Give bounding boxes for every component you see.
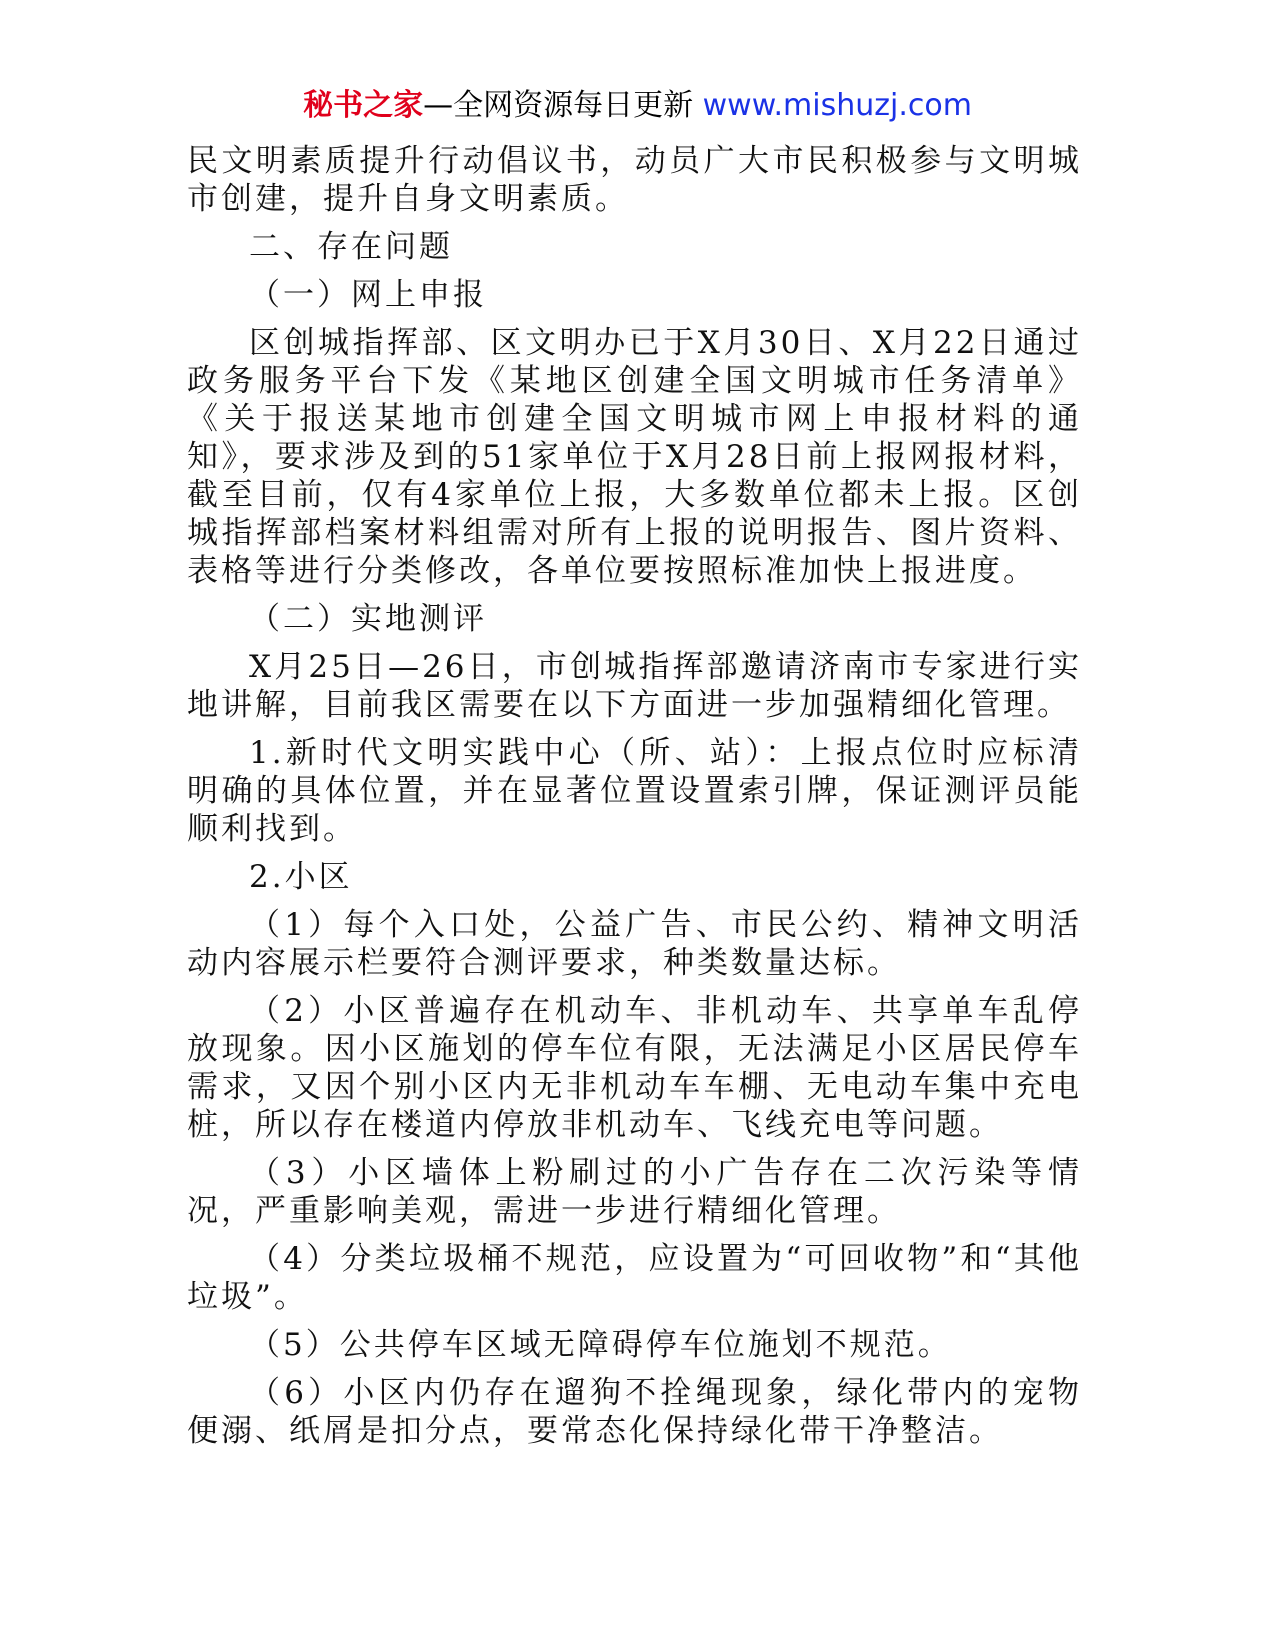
document-body [187, 142, 1082, 1460]
subheading-online-reporting: （一）网上申报 [249, 277, 487, 313]
list-item-community-5: （5）公共停车区域无障碍停车位施划不规范。 [249, 1327, 952, 1363]
list-item-community-1: （1）每个入口处，公益广告、市民公约、精神文明活动内容展示栏要符合测评要求，种类数量达标。 [187, 907, 1082, 981]
paragraph-continuation: 民文明素质提升行动倡议书，动员广大市民积极参与文明城市创建，提升自身文明素质。 [187, 143, 1082, 217]
list-item-community-2: （2）小区普遍存在机动车、非机动车、共享单车乱停放现象。因小区施划的停车位有限，无法满足小区居民停车需求，又因个别小区内无非机动车车棚、无电动车集中充电桩，所以存在楼道内停放非机动车、飞线充电等问题。 [187, 993, 1082, 1143]
subheading-field-evaluation: （二）实地测评 [249, 601, 487, 637]
section-heading-problems: 二、存在问题 [249, 229, 453, 265]
site-header [0, 86, 1275, 126]
list-item-community-3: （3）小区墙体上粉刷过的小广告存在二次污染等情况，严重影响美观，需进一步进行精细化管理。 [187, 1155, 1082, 1229]
site-url-link[interactable]: www.mishuzj.com [702, 88, 972, 123]
header-tagline: —全网资源每日更新 [423, 88, 694, 123]
paragraph-field-evaluation: X月25日—26日，市创城指挥部邀请济南市专家进行实地讲解，目前我区需要在以下方面进一步加强精细化管理。 [187, 649, 1082, 723]
list-item-community-6: （6）小区内仍存在遛狗不拴绳现象，绿化带内的宠物便溺、纸屑是扣分点，要常态化保持绿化带干净整洁。 [187, 1375, 1082, 1449]
list-item-community: 2.小区 [249, 859, 353, 895]
paragraph-online-reporting: 区创城指挥部、区文明办已于X月30日、X月22日通过政务服务平台下发《某地区创建全国文明城市任务清单》《关于报送某地市创建全国文明城市网上申报材料的通知》，要求涉及到的51家单位于X月28日前上报网报材料，截至目前，仅有4家单位上报，大多数单位都未上报。区创城指挥部档案材料组需对所有上报的说明报告、图片资料、表格等进行分类修改，各单位要按照标准加快上报进度。 [187, 325, 1082, 589]
list-item-practice-center: 1.新时代文明实践中心（所、站）：上报点位时应标清明确的具体位置，并在显著位置设置索引牌，保证测评员能顺利找到。 [187, 735, 1082, 847]
list-item-community-4: （4）分类垃圾桶不规范，应设置为“可回收物”和“其他垃圾”。 [187, 1241, 1082, 1315]
brand-name: 秘书之家 [303, 88, 424, 123]
